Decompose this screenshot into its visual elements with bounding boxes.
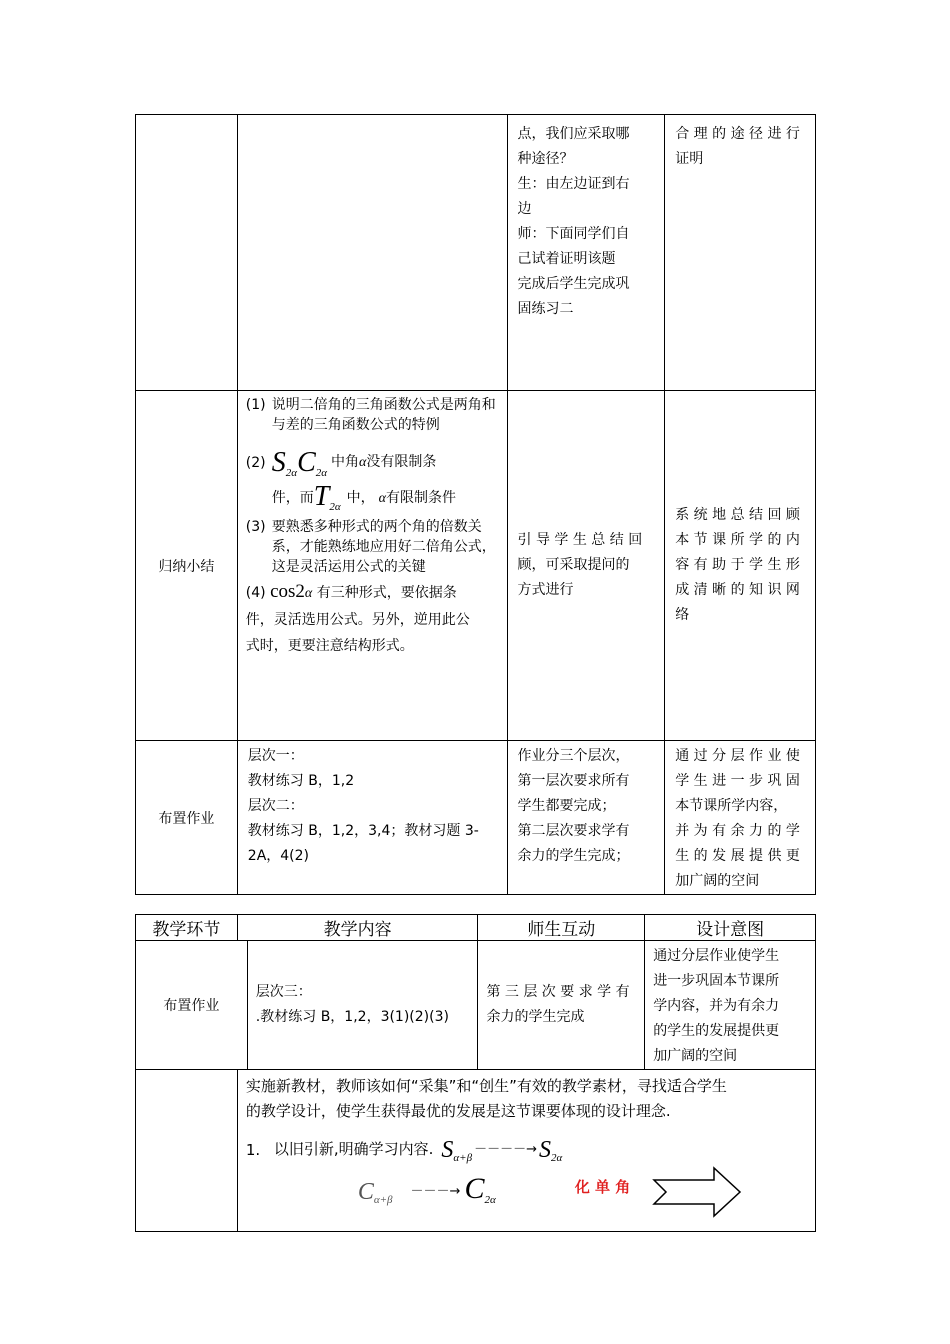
formula-subscript: 2α [329,501,341,513]
list-item [246,479,499,513]
text: 中， [346,490,375,506]
formula-subscript: 2α [484,1194,496,1206]
text-line: 种途径？ [517,151,574,167]
list-text: 以旧引新,明确学习内容. [273,1140,434,1158]
text-line: 师：下面同学们自 [517,226,630,242]
table-row [136,1070,816,1232]
formula-symbol: C [297,447,316,478]
text-line: 加广阔的空间 [675,873,760,889]
stage-cell [136,941,248,1070]
formula-symbol: cos2 [270,581,305,602]
text-line: 层次一： [247,748,304,764]
intent-cell [665,741,816,895]
formula-symbol: α [378,491,386,506]
formula-line [358,1170,496,1206]
formula-symbol: S [441,1137,454,1163]
list-item [246,395,499,435]
list-item [246,517,499,577]
lesson-table-1 [135,114,816,895]
text-line: 通过分层作业使学生 [653,948,780,964]
text: 中角 [331,454,360,470]
text: 有限制条件 [386,490,456,506]
text-line: .教材练习 B，1,2，3(1)(2)(3) [255,1009,449,1025]
text: 件，而 [271,490,314,506]
content-cell [237,741,507,895]
highlight-label: 化 单 角 [574,1178,631,1196]
text-line: 本 节 课 所 学 的 内 [675,532,800,548]
text-line: 本节课所学内容， [675,798,788,814]
column-header: 师生互动 [478,915,645,941]
stage-cell [136,115,238,391]
text-line: 教材练习 B，1,2 [247,773,355,789]
text-line: 第一层次要求所有 [517,773,630,789]
text-line: 证明 [675,151,704,167]
formula-symbol: S [271,447,286,478]
text-line: 通 过 分 层 作 业 使 [675,748,800,764]
intent-cell [645,941,816,1070]
formula-subscript: 2α [285,467,298,479]
text-line: 实施新教材，教师该如何“采集”和“创生”有效的教学素材，寻找适合学生 [245,1077,727,1095]
formula-symbol: C [464,1172,485,1205]
text: 式时，更要注意结构形式。 [245,638,414,654]
column-header: 教学内容 [237,915,478,941]
text-line: 顾，可采取提问的 [517,557,630,573]
list-item [246,579,499,659]
text-line: 生：由左边证到右 [517,176,630,192]
content-cell [237,1070,815,1232]
stage-label: 归纳小结 [158,558,215,575]
text-line: 方式进行 [517,582,574,598]
text-line: 完成后学生完成巩 [517,276,630,292]
text-line: 生 的 发 展 提 供 更 [675,848,800,864]
text-line: 学内容，并为有余力 [653,998,780,1014]
content-cell [247,941,478,1070]
arrow: －－－→ [410,1184,461,1199]
interaction-cell [478,941,645,1070]
stage-cell [136,1070,238,1232]
formula-subscript: 2α [550,1152,563,1164]
table-header-row [136,915,816,941]
content-cell [237,115,507,391]
text-line: 教材练习 B，1,2，3,4；教材习题 3- [247,823,479,839]
column-header: 教学环节 [136,915,238,941]
formula-subscript: α+β [373,1194,393,1206]
stage-cell [136,391,238,741]
list-number: (4) [245,585,266,601]
arrow: －－－－→ [474,1142,537,1157]
text-line: 系 统 地 总 结 回 顾 [675,507,800,523]
text-line: 2A，4(2) [247,848,310,864]
text-line: 边 [517,201,532,217]
text-line: 并 为 有 余 力 的 学 [675,823,800,839]
list-number: 1. [245,1141,261,1159]
text-line: 成 清 晰 的 知 识 网 [675,582,800,598]
list-text: 说明二倍角的三角函数公式是两角和与差的三角函数公式的特例 [271,397,496,433]
formula-symbol: α [359,455,367,470]
lesson-table-2 [135,914,816,1232]
text-line: 合 理 的 途 径 进 行 [675,126,800,142]
stage-label: 布置作业 [158,810,215,827]
formula-subscript: α+β [453,1152,473,1164]
text-line: 容 有 助 于 学 生 形 [675,557,800,573]
text: 件，灵活选用公式。另外，逆用此公 [245,612,470,628]
list-number: (2) [245,455,266,471]
intent-cell [665,391,816,741]
formula-symbol: α [304,586,313,601]
table-row [136,391,816,741]
text-line: 点，我们应采取哪 [517,126,630,142]
table-row [136,941,816,1070]
stage-label: 布置作业 [163,998,220,1014]
text: 没有限制条 [366,454,437,470]
table-row [136,115,816,391]
text-line: 余力的学生完成 [486,1009,585,1025]
text-line: 学生都要完成； [517,798,616,814]
stage-cell [136,741,238,895]
text-line: 加广阔的空间 [653,1048,738,1064]
interaction-cell [507,115,665,391]
intent-cell [665,115,816,391]
text-line: 层次二： [247,798,304,814]
list-item [246,1132,562,1164]
text-line: 的教学设计，使学生获得最优的发展是这节课要体现的设计理念. [245,1102,671,1120]
text-line: 的学生的发展提供更 [653,1023,780,1039]
text: 有三种形式，要依据条 [312,585,457,601]
list-item [246,437,499,479]
interaction-cell [507,741,665,895]
text-line: 学 生 进 一 步 巩 固 [675,773,800,789]
interaction-cell [507,391,665,741]
table-row [136,741,816,895]
formula-symbol: C [357,1179,374,1205]
formula-symbol: S [538,1137,551,1163]
text-line: 层次三： [255,984,312,1000]
text-line: 作业分三个层次， [517,748,630,764]
text-line: 络 [675,607,690,623]
list-number: (3) [245,519,266,535]
text-line: 己试着证明该题 [517,251,616,267]
text-line: 第二层次要求学有 [517,823,630,839]
text-line: 进一步巩固本节课所 [653,973,780,989]
content-cell [237,391,507,741]
text-line: 余力的学生完成； [517,848,630,864]
text-line: 第 三 层 次 要 求 学 有 [486,984,630,1000]
right-arrow-icon [652,1166,742,1218]
text-line: 固练习二 [517,301,574,317]
column-header: 设计意图 [645,915,816,941]
formula-subscript: 2α [315,467,328,479]
formula-symbol: T [313,481,330,512]
list-number: (1) [245,397,266,413]
text-line: 引 导 学 生 总 结 回 [517,532,643,548]
list-text: 要熟悉多种形式的两个角的倍数关系，才能熟练地应用好二倍角公式，这是灵活运用公式的关键 [271,519,496,575]
